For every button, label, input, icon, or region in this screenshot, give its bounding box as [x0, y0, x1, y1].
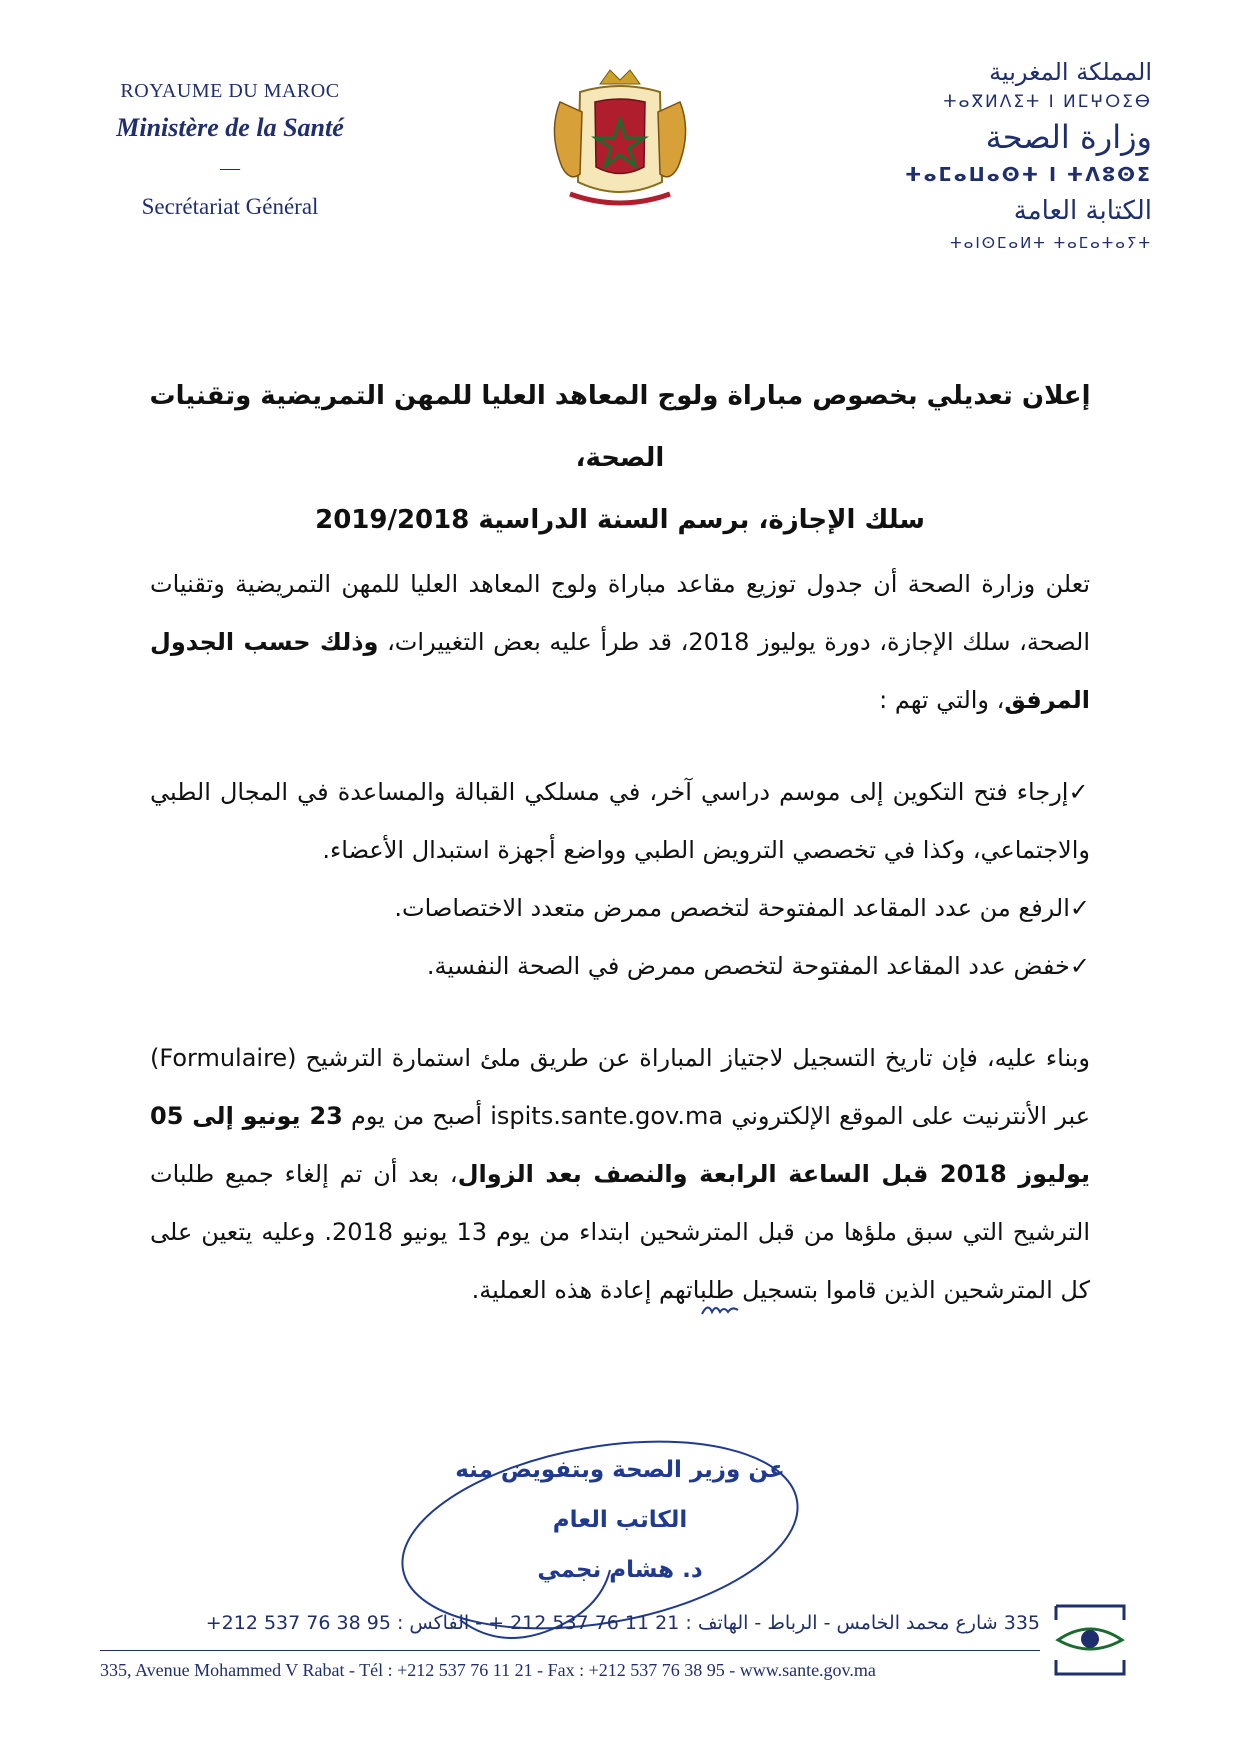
registration-text-b: عبر الأنترنيت على الموقع الإلكتروني: [723, 1102, 1091, 1130]
kingdom-name-fr: ROYAUME DU MAROC: [120, 80, 340, 102]
checkmark-icon: ✓: [1069, 894, 1090, 922]
coat-of-arms-icon: [540, 62, 700, 222]
header-arabic: [852, 58, 1152, 252]
bullet-item-3: [150, 937, 1090, 995]
bullet-1-text: إرجاء فتح التكوين إلى موسم دراسي آخر، في مسلكي القبالة والمساعدة في المجال الطبي والاجتماعي، وكذا في تخصصي الترويض الطبي وواضع أجهزة استبدال الأعضاء.: [150, 778, 1090, 864]
intro-bold-text: وذلك حسب الجدول المرفق: [150, 628, 1090, 714]
kingdom-name-ar: المملكة المغربية: [989, 58, 1152, 86]
paragraph-registration: [150, 1029, 1090, 1319]
checkmark-icon: ✓: [1069, 952, 1090, 980]
paragraph-intro: [150, 555, 1090, 729]
signature-line-3: د. هشام نجمي: [537, 1557, 703, 1583]
bullet-3-text: خفض عدد المقاعد المفتوحة لتخصص ممرض في الصحة النفسية.: [426, 952, 1070, 980]
footer-address-ar: 335 شارع محمد الخامس - الرباط - الهاتف : 21 11 76 537 212 + - الفاكس : 95 38 76 537 212+: [205, 1612, 1040, 1634]
footer-address-fr: 335, Avenue Mohammed V Rabat - Tél : +212 537 76 11 21 - Fax : +212 537 76 38 95 - www.sante.gov.ma: [100, 1660, 876, 1680]
intro-tail-text: ، والتي تهم :: [879, 686, 1005, 714]
header-french: [80, 80, 380, 220]
secretariat-tifinagh: ⵜⴰⵏⵙⵎⴰⵍⵜ ⵜⴰⵎⴰⵜⴰⵢⵜ: [950, 234, 1152, 252]
header-dash: —: [220, 157, 240, 179]
bullet-item-1: [150, 763, 1090, 879]
registration-text-a: وبناء عليه، فإن تاريخ التسجيل لاجتياز المباراة عن طريق ملئ استمارة الترشيح: [296, 1044, 1090, 1072]
signature-line-1: عن وزير الصحة وبتفويض منه: [455, 1457, 785, 1483]
signature-text: [440, 1445, 800, 1595]
intro-text: تعلن وزارة الصحة أن جدول توزيع مقاعد مباراة ولوج المعاهد العليا للمهن التمريضية وتقنيات الصحة، سلك الإجازة، دورة يوليوز 2018، قد طرأ عليه بعض التغييرات،: [150, 570, 1091, 656]
announcement-body: [150, 555, 1090, 1319]
initials-icon: [700, 1300, 740, 1320]
bullet-2-text: الرفع من عدد المقاعد المفتوحة لتخصص ممرض متعدد الاختصاصات.: [394, 894, 1070, 922]
ministry-eye-logo-icon: [1050, 1600, 1130, 1680]
secretariat-fr: Secrétariat Général: [141, 194, 319, 219]
secretariat-ar: الكتابة العامة: [1013, 196, 1152, 226]
formulaire-label: (Formulaire): [150, 1044, 297, 1072]
registration-text-c: أصبح من يوم: [342, 1102, 491, 1130]
registration-text-e: ، بعد أن تم إلغاء جميع طلبات الترشيح التي سبق ملؤها من قبل المترشحين ابتداء من يوم 13 يونيو 2018. وعليه يتعين على كل المترشحين الذين قاموا بتسجيل طلباتهم إعادة هذه العملية.: [150, 1160, 1091, 1304]
footer-divider: [100, 1650, 1040, 1651]
bullet-item-2: [150, 879, 1090, 937]
title-line-1: إعلان تعديلي بخصوص مباراة ولوج المعاهد العليا للمهن التمريضية وتقنيات الصحة،: [149, 381, 1091, 473]
registration-dates-bold: 23 يونيو إلى 05 يوليوز 2018 قبل الساعة الرابعة والنصف بعد الزوال: [150, 1102, 1091, 1188]
announcement-title: [140, 365, 1100, 551]
ministry-name-ar: وزارة الصحة: [985, 118, 1152, 156]
signature-line-2: الكاتب العام: [552, 1507, 688, 1533]
ministry-name-fr: Ministère de la Santé: [116, 113, 344, 142]
kingdom-name-tifinagh: ⵜⴰⴳⵍⴷⵉⵜ ⵏ ⵍⵎⵖⵔⵉⴱ: [943, 92, 1152, 112]
title-line-2: سلك الإجازة، برسم السنة الدراسية 2019/2018: [315, 505, 925, 535]
website-link[interactable]: ispits.sante.gov.ma: [490, 1102, 724, 1130]
ministry-name-tifinagh: ⵜⴰⵎⴰⵡⴰⵙⵜ ⵏ ⵜⴷⵓⵙⵉ: [904, 164, 1152, 186]
checkmark-icon: ✓: [1068, 778, 1091, 806]
